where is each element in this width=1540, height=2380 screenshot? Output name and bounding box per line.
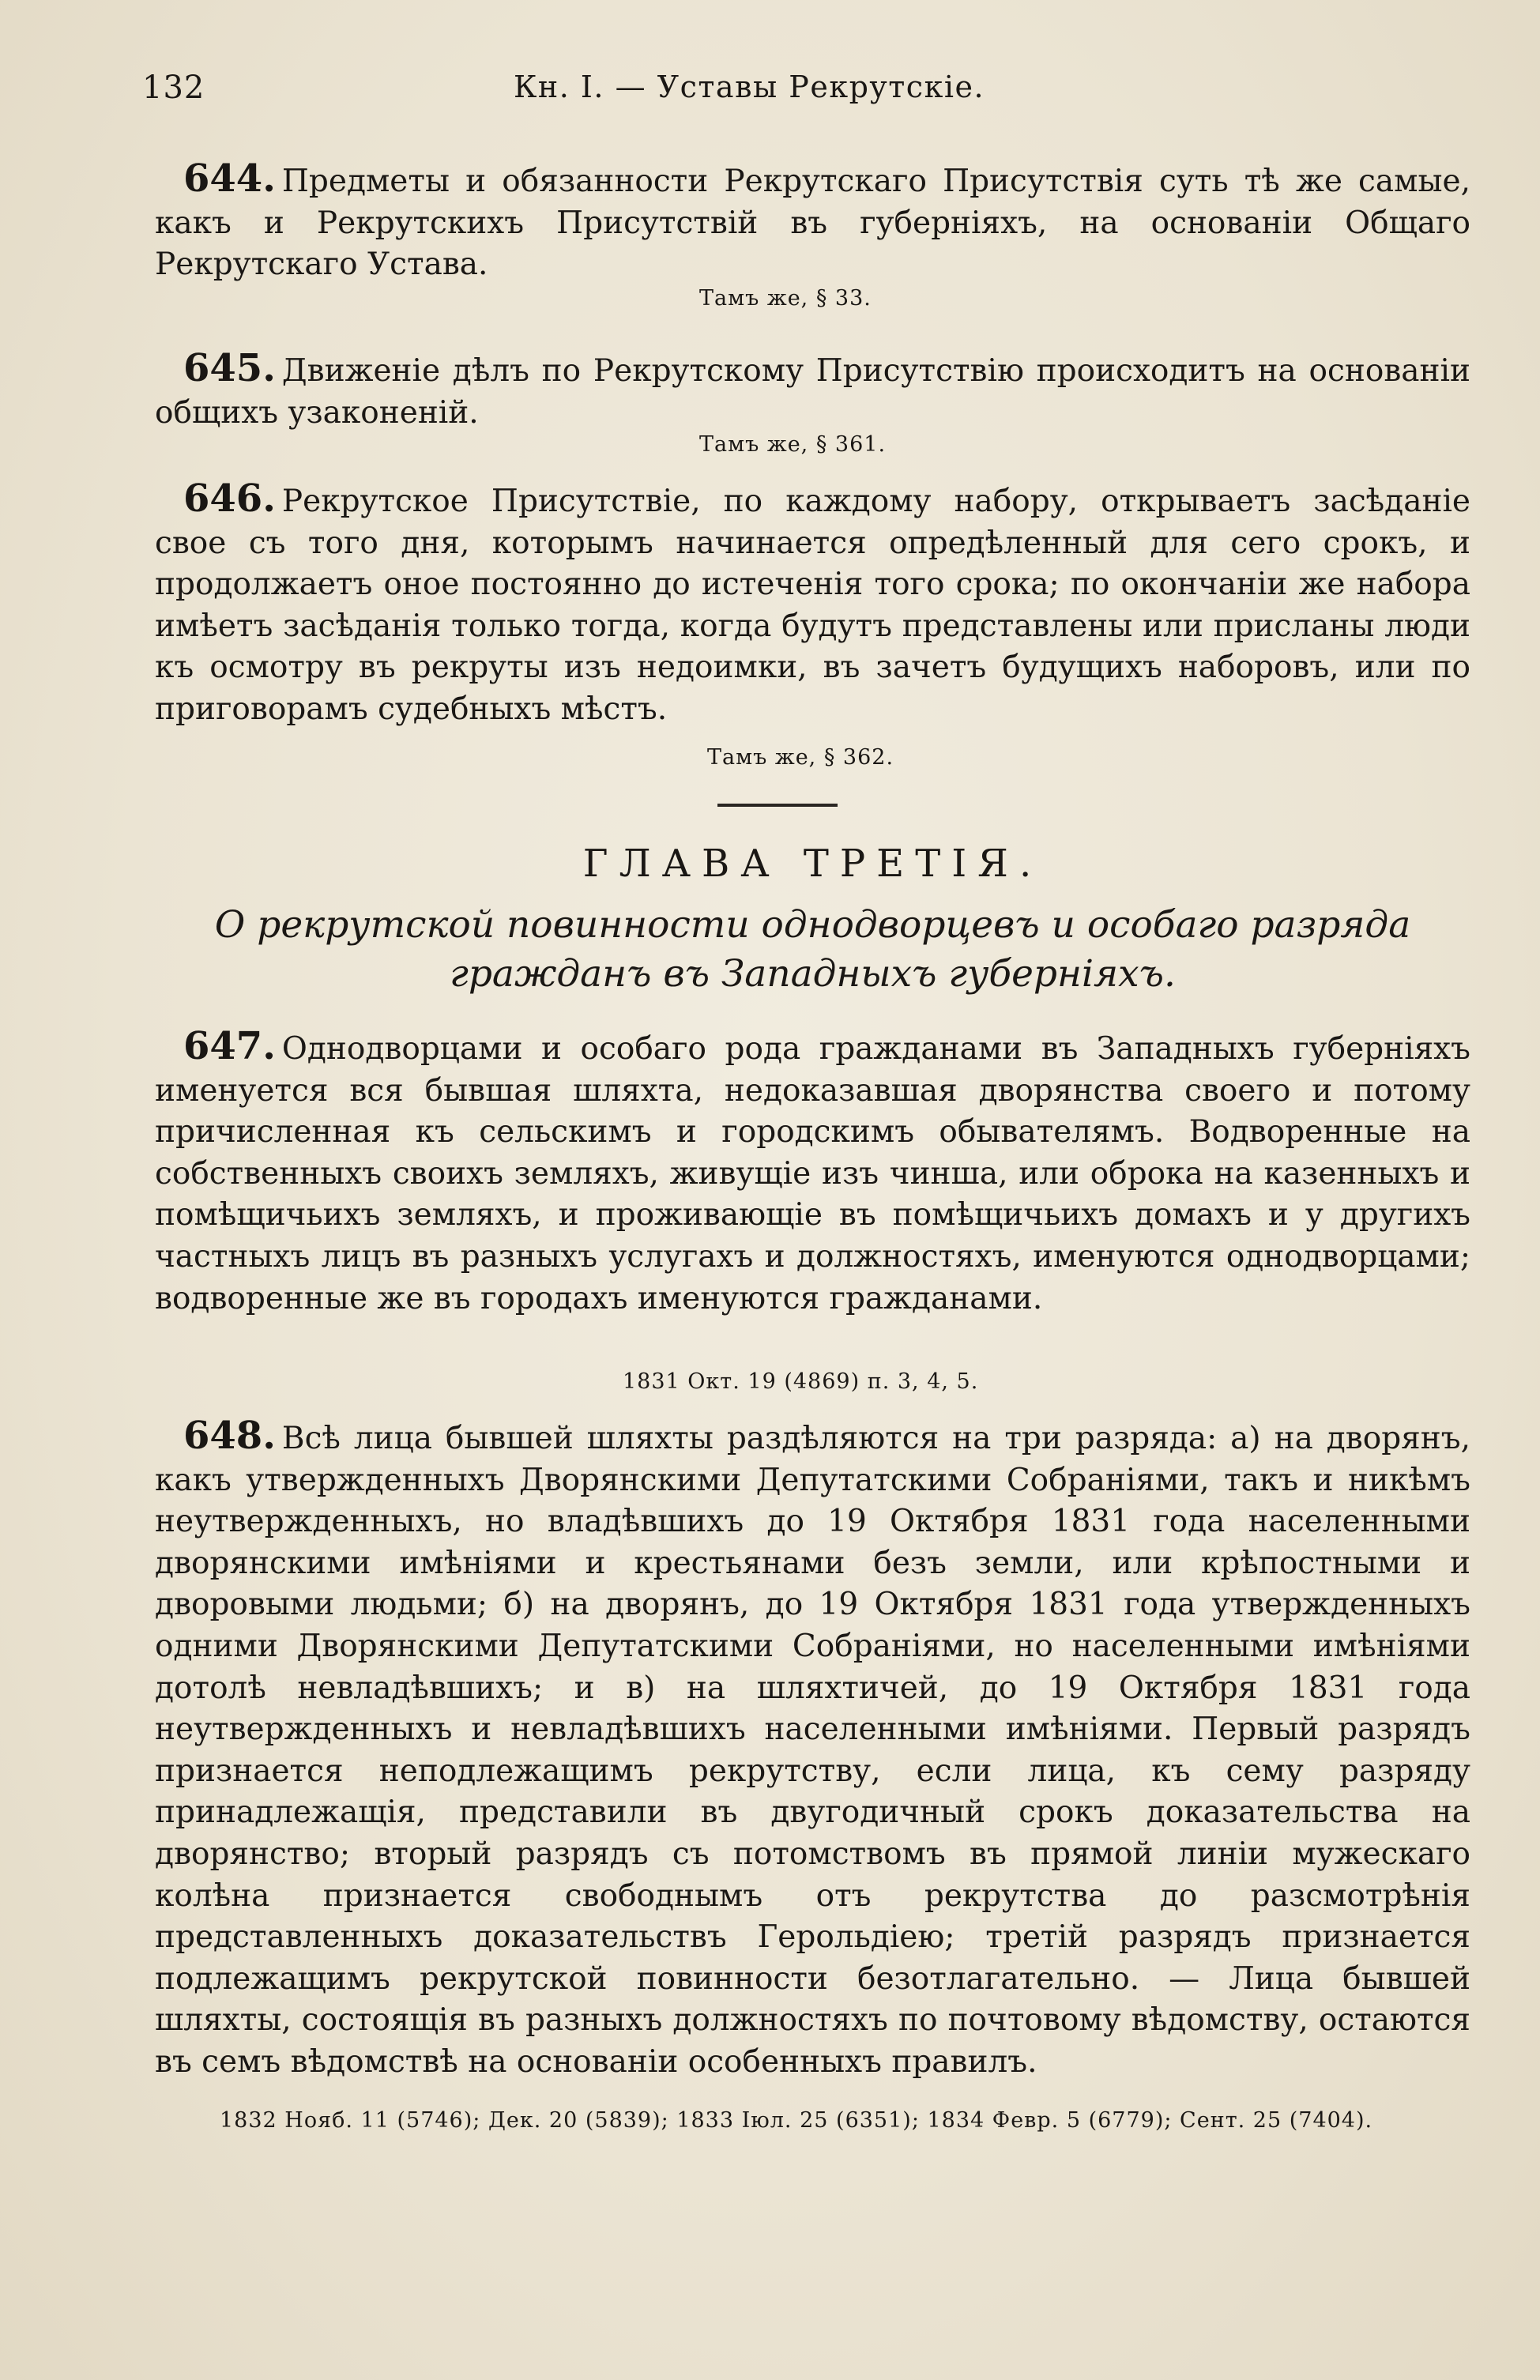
article-source: Тамъ же, § 362. bbox=[707, 745, 894, 770]
article-number: 646. bbox=[183, 476, 276, 521]
chapter-title-line-2: гражданъ въ Западныхъ губерніяхъ. bbox=[450, 952, 1176, 996]
article-text: Однодворцами и особаго рода гражданами въ Западныхъ губерніяхъ именуется вся бывшая шляхта, недоказавшая дворянства своего и потому причисленная къ сельскимъ и городскимъ обывателямъ. Водворенные на собственныхъ своихъ земляхъ, живущіе изъ чинша, или оброка на казенныхъ и помѣщичьихъ земляхъ, и проживающіе въ помѣщичьихъ домахъ и у другихъ частныхъ лицъ въ разныхъ услугахъ и должностяхъ, именуются однодворцами; водворенные же въ городахъ именуются гражданами. bbox=[155, 1031, 1470, 1316]
article-number: 647. bbox=[183, 1024, 276, 1068]
article-source: Тамъ же, § 33. bbox=[699, 286, 872, 311]
article-source: Тамъ же, § 361. bbox=[699, 432, 887, 457]
chapter-heading: ГЛАВА ТРЕТІЯ. bbox=[582, 842, 1043, 886]
article-645 bbox=[155, 348, 1470, 434]
chapter-title-line-1: О рекрутской повинности однодворцевъ и особаго разряда bbox=[214, 903, 1411, 947]
article-number: 645. bbox=[183, 346, 276, 390]
page-header bbox=[142, 70, 1470, 117]
page-number: 132 bbox=[142, 70, 205, 106]
article-text: Движеніе дѣлъ по Рекрутскому Присутствію происходитъ на основаніи общихъ узаконеній. bbox=[155, 353, 1470, 431]
article-646 bbox=[155, 478, 1470, 731]
article-648 bbox=[155, 1415, 1470, 2084]
chapter-title bbox=[155, 901, 1470, 999]
article-source: 1832 Нояб. 11 (5746); Дек. 20 (5839); 1833 Іюл. 25 (6351); 1834 Февр. 5 (6779); Сент. 25 (7404). bbox=[220, 2108, 1373, 2133]
article-text: Предметы и обязанности Рекрутскаго Присутствія суть тѣ же самые, какъ и Рекрутскихъ Присутствій въ губерніяхъ, на основаніи Общаго Рекрутскаго Устава. bbox=[155, 164, 1470, 283]
article-text: Всѣ лица бывшей шляхты раздѣляются на три разряда: а) на дворянъ, какъ утвержденныхъ Дворянскими Депутатскими Собраніями, такъ и никѣмъ неутвержденныхъ, но владѣвшихъ до 19 Октября 1831 года населенными дворянскими имѣніями и крестьянами безъ земли, или крѣпостными и дворовыми людьми; б) на дворянъ, до 19 Октября 1831 года утвержденныхъ одними Дворянскими Депутатскими Собраніями, но населенными имѣніями дотолѣ невладѣвшихъ; и в) на шляхтичей, до 19 Октября 1831 года неутвержденныхъ и невладѣвшихъ населенными имѣніями. Первый разрядъ признается неподлежащимъ рекрутству, если лица, къ сему разряду принадлежащія, представили въ двугодичный срокъ доказательства на дворянство; вторый разрядъ съ потомствомъ въ прямой линіи мужескаго колѣна признается свободнымъ отъ рекрутства до разсмотрѣнія представленныхъ доказательствъ Герольдіею; третій разрядъ признается подлежащимъ рекрутской повинности безотлагательно. — Лица бывшей шляхты, состоящія въ разныхъ должностяхъ по почтовому вѣдомству, остаются въ семъ вѣдомствѣ на основаніи особенныхъ правилъ. bbox=[155, 1421, 1470, 2080]
article-647 bbox=[155, 1026, 1470, 1320]
section-divider bbox=[717, 804, 838, 807]
article-text: Рекрутское Присутствіе, по каждому набору, открываетъ засѣданіе свое съ того дня, которымъ начинается опредѣленный для сего срокъ, и продолжаетъ оное постоянно до истеченія того срока; по окончаніи же набора имѣетъ засѣданія только тогда, когда будутъ представлены или присланы люди къ осмотру въ рекруты изъ недоимки, въ зачетъ будущихъ наборовъ, или по приговорамъ судебныхъ мѣстъ. bbox=[155, 484, 1470, 727]
article-number: 648. bbox=[183, 1414, 276, 1458]
article-644 bbox=[155, 158, 1470, 286]
article-number: 644. bbox=[183, 156, 276, 201]
running-title: Кн. I. — Уставы Рекрутскіе. bbox=[514, 70, 985, 104]
article-source: 1831 Окт. 19 (4869) п. 3, 4, 5. bbox=[623, 1369, 979, 1394]
